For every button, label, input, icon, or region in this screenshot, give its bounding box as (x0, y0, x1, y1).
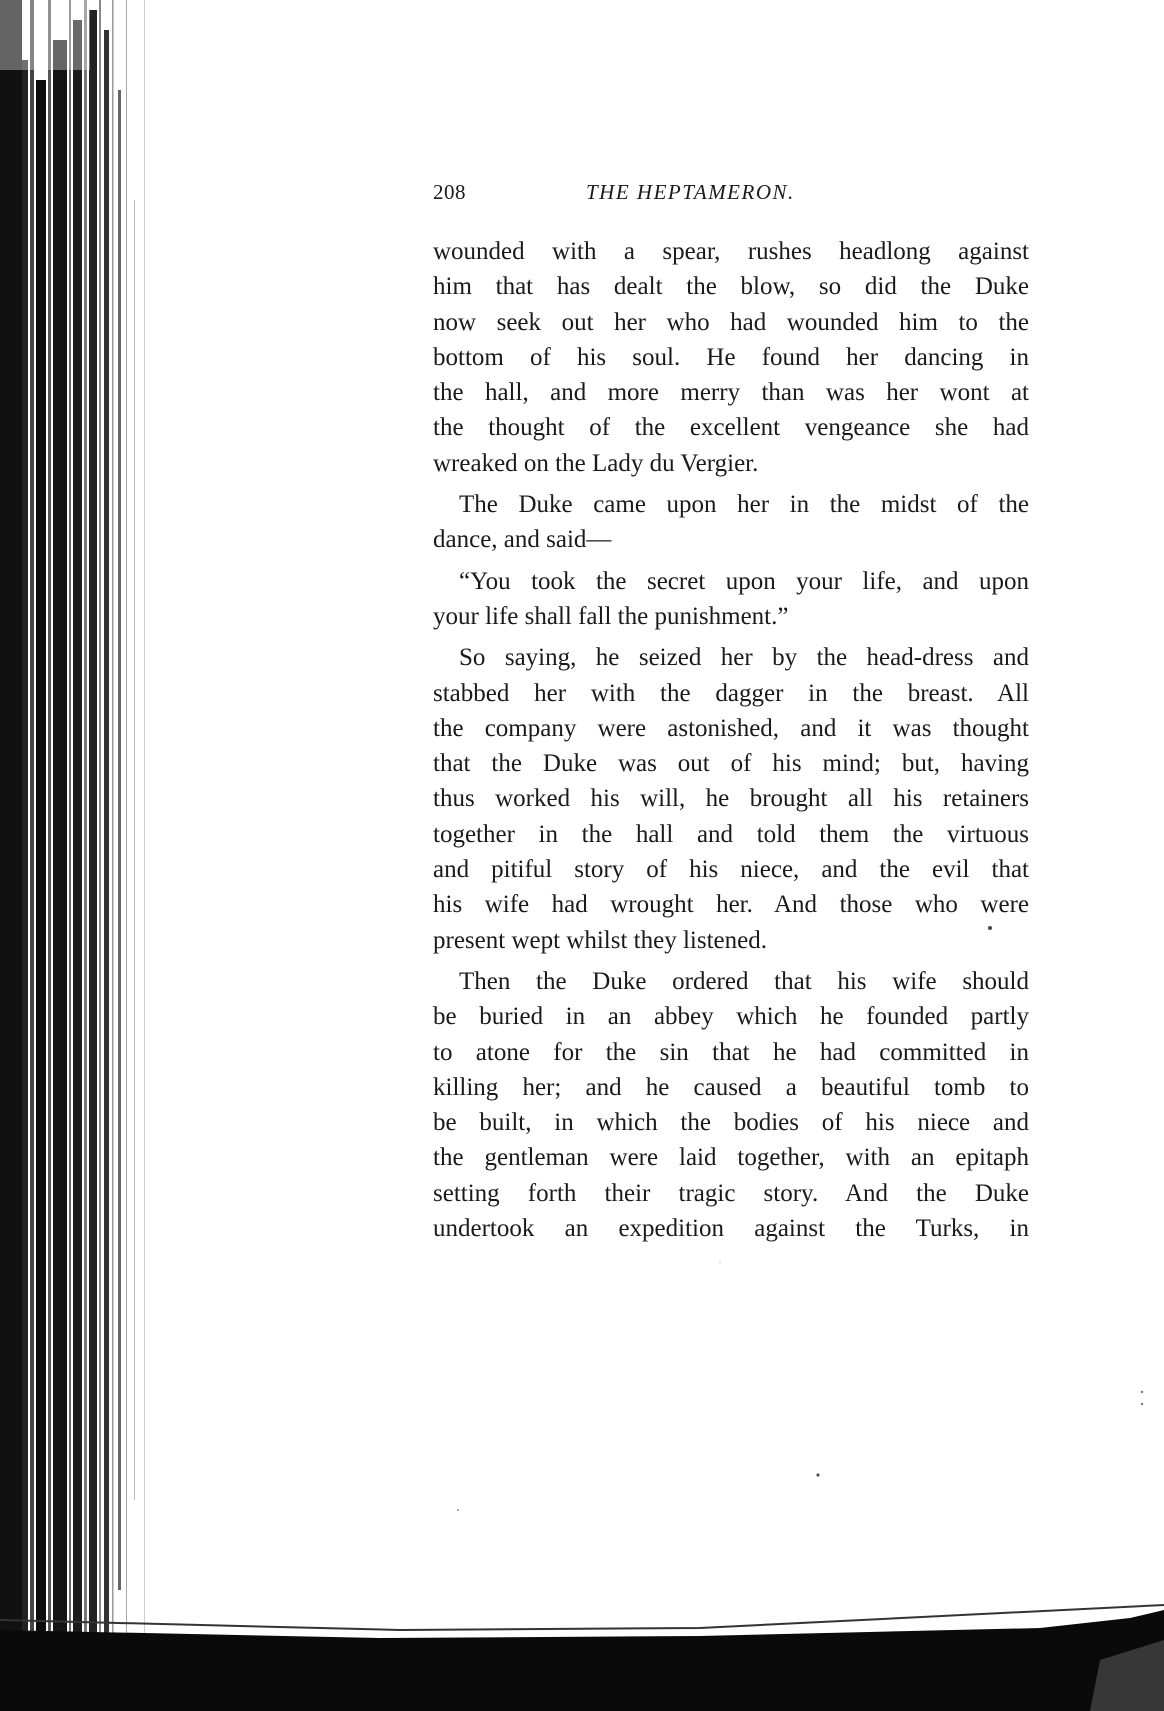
text-line: undertook an expedition against the Turks, in (433, 1215, 1029, 1243)
text-line: present wept whilst they listened. (433, 926, 767, 954)
text-line: and pitiful story of his niece, and the evil that (433, 856, 1029, 884)
text-line: thus worked his will, he brought all his retainers (433, 785, 1029, 813)
running-title: THE HEPTAMERON. (586, 180, 795, 204)
page-number: 208 (433, 180, 466, 204)
text-line: stabbed her with the dagger in the breast. All (433, 679, 1029, 707)
text-line: bottom of his soul. He found her dancing in (433, 343, 1029, 371)
text-line: killing her; and he caused a beautiful tomb to (433, 1073, 1029, 1101)
text-line: him that has dealt the blow, so did the Duke (433, 273, 1029, 301)
text-line: the gentleman were laid together, with an epitaph (433, 1144, 1029, 1172)
text-line: So saying, he seized her by the head-dress and (459, 644, 1029, 672)
running-head (433, 180, 1029, 210)
text-line: The Duke came upon her in the midst of the (459, 491, 1029, 519)
text-line: the thought of the excellent vengeance she had (433, 414, 1029, 442)
text-line: his wife had wrought her. And those who were (433, 891, 1029, 919)
text-line: be built, in which the bodies of his niece and (433, 1109, 1029, 1137)
text-line: now seek out her who had wounded him to the (433, 308, 1029, 336)
body-text (433, 234, 1029, 1246)
text-line: setting forth their tragic story. And the Duke (433, 1179, 1029, 1207)
text-line: wreaked on the Lady du Vergier. (433, 449, 759, 477)
text-line: your life shall fall the punishment.” (433, 602, 789, 630)
text-line: together in the hall and told them the virtuous (433, 820, 1029, 848)
text-line: “You took the secret upon your life, and upon (459, 567, 1029, 595)
text-line: to atone for the sin that he had committed in (433, 1038, 1029, 1066)
text-line: Then the Duke ordered that his wife should (459, 967, 1029, 995)
text-line: be buried in an abbey which he founded partly (433, 1003, 1029, 1031)
text-line: the company were astonished, and it was thought (433, 714, 1029, 742)
text-line: the hall, and more merry than was her wont at (433, 379, 1029, 407)
text-line: wounded with a spear, rushes headlong against (433, 238, 1029, 265)
page-bottom-shadow (0, 1600, 1164, 1711)
text-line: dance, and said— (433, 526, 612, 554)
text-line: that the Duke was out of his mind; but, having (433, 750, 1029, 778)
book-binding-edge (0, 0, 150, 1711)
